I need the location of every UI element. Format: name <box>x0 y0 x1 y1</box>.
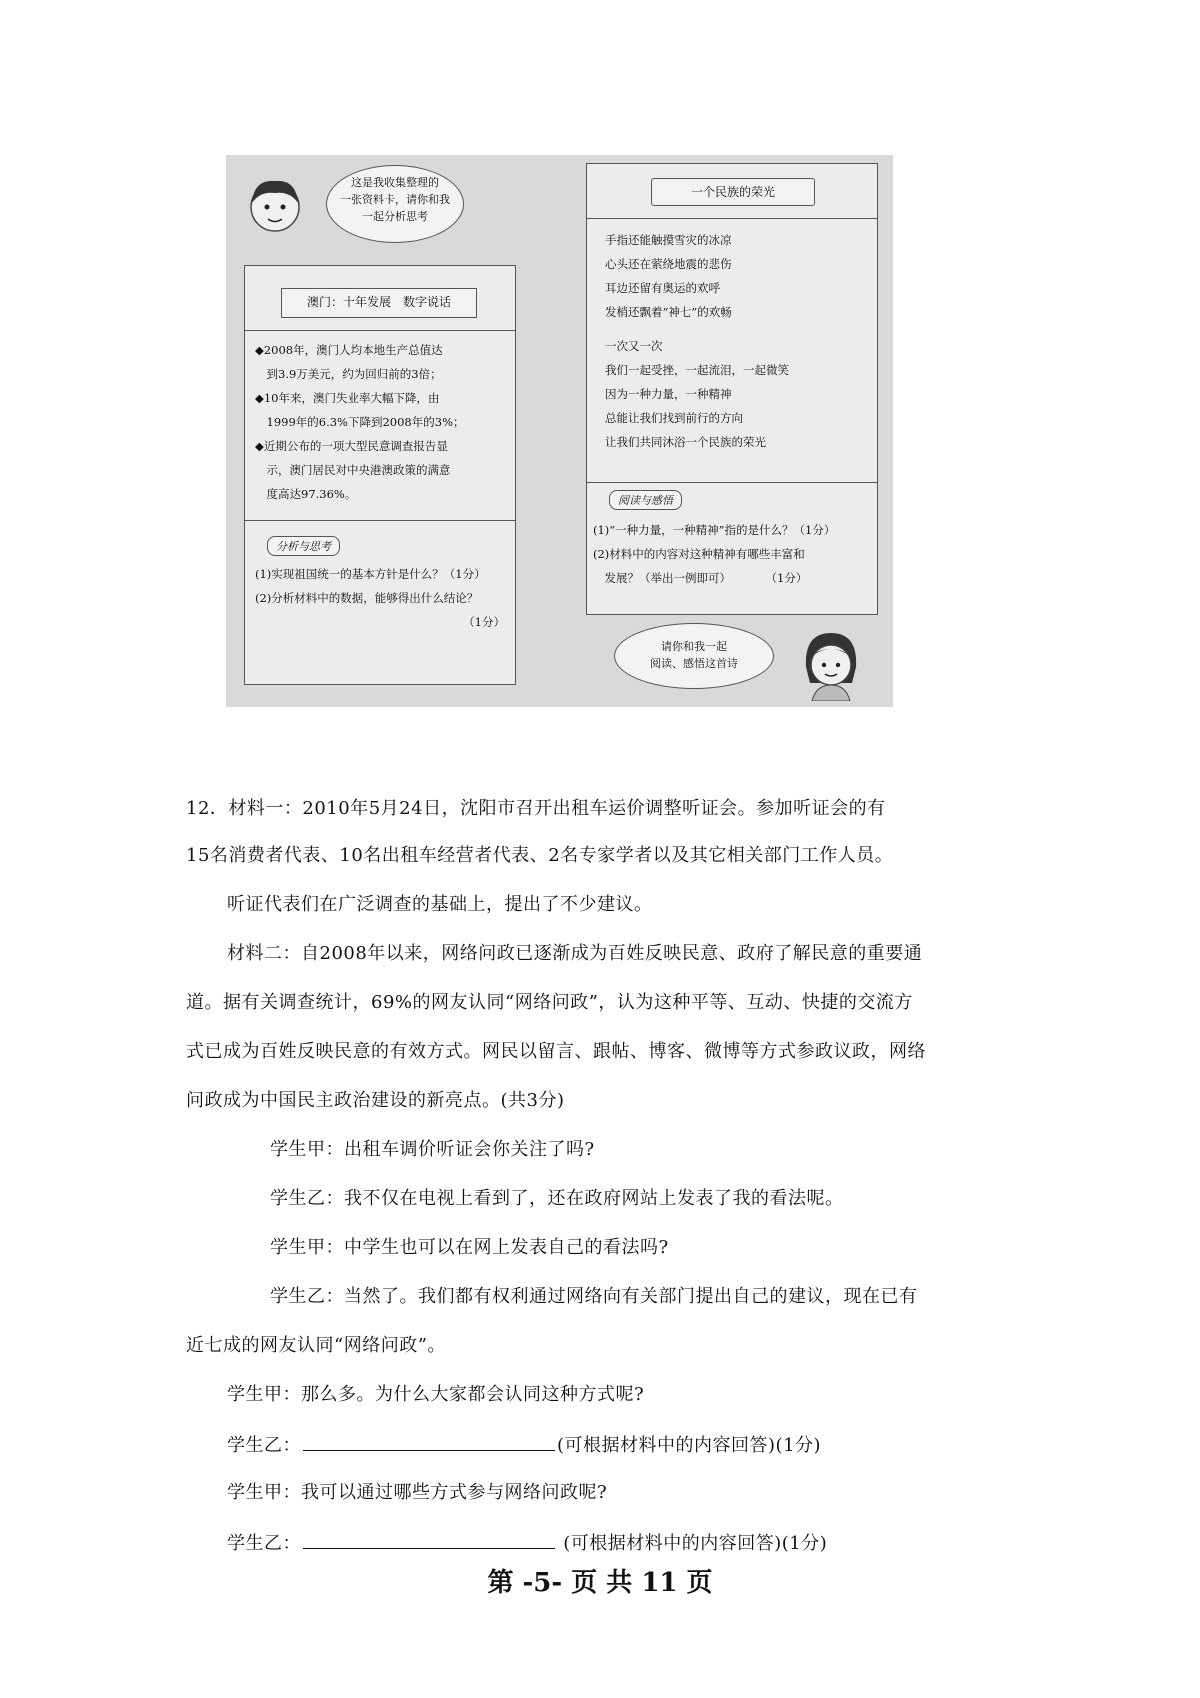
question-line: 发展？（举出一例即可） （1分） <box>593 571 808 585</box>
card-line: 1999年的6.3%下降到2008年的3%； <box>255 415 465 429</box>
poem-line: 耳边还留有奥运的欢呼 <box>605 281 720 295</box>
q12-line-1: 12．材料一：2010年5月24日，沈阳市召开出租车运价调整听证会。参加听证会的有 <box>186 798 886 819</box>
dialogue-line: 学生甲：中学生也可以在网上发表自己的看法吗? <box>270 1237 669 1258</box>
poem <box>605 228 789 454</box>
left-speech-bubble <box>326 165 464 243</box>
material-2-line-1: 材料二：自2008年以来，网络问政已逐渐成为百姓反映民意、政府了解民意的重要通 <box>227 943 923 964</box>
answer-hint: (可根据材料中的内容回答)(1分) <box>557 1533 828 1554</box>
answer-label: 学生乙： <box>227 1533 301 1554</box>
girl-avatar-icon <box>796 627 866 701</box>
divider <box>245 330 515 331</box>
card-line: ◆2008年，澳门人均本地生产总值达 <box>255 343 443 357</box>
answer-line-1 <box>227 1430 821 1460</box>
poem-line: 一次又一次 <box>605 339 663 353</box>
material-2-line-2: 道。据有关调查统计，69%的网友认同“网络问政”，认为这种平等、互动、快捷的交流方 <box>186 992 913 1013</box>
divider <box>587 482 877 483</box>
poem-line: 发梢还飘着“神七”的欢畅 <box>605 305 732 319</box>
bubble-line: 一起分析思考 <box>362 210 428 223</box>
poem-line: 心头还在萦绕地震的悲伤 <box>605 257 732 271</box>
bubble-line: 这是我收集整理的 <box>351 176 439 189</box>
answer-hint: (可根据材料中的内容回答)(1分) <box>557 1435 822 1456</box>
dialogue-line: 近七成的网友认同“网络问政”。 <box>186 1335 446 1356</box>
q12-line-2: 15名消费者代表、10名出租车经营者代表、2名专家学者以及其它相关部门工作人员。 <box>186 845 894 866</box>
divider <box>245 520 515 521</box>
dialogue-line: 学生乙：当然了。我们都有权利通过网络向有关部门提出自己的建议，现在已有 <box>270 1286 918 1307</box>
material-figure <box>226 155 893 707</box>
question-line: (2)材料中的内容对这种精神有哪些丰富和 <box>593 547 805 561</box>
card-line: ◆近期公布的一项大型民意调查报告显 <box>255 439 448 453</box>
divider <box>587 218 877 219</box>
right-speech-bubble <box>614 623 774 689</box>
dialogue-line: 学生乙：我不仅在电视上看到了，还在政府网站上发表了我的看法呢。 <box>270 1188 844 1209</box>
material-2-line-4: 问政成为中国民主政治建设的新亮点。(共3分) <box>186 1090 565 1111</box>
dialogue-line: 学生甲：那么多。为什么大家都会认同这种方式呢? <box>227 1384 645 1405</box>
page-footer: 第 -5- 页 共 11 页 <box>487 1568 713 1598</box>
question-line: (2)分析材料中的数据，能够得出什么结论？ <box>255 591 479 605</box>
answer-line-2 <box>227 1528 827 1558</box>
reading-stamp: 阅读与感悟 <box>609 490 682 510</box>
right-card <box>586 163 878 615</box>
poem-line: 总能让我们找到前行的方向 <box>605 411 743 425</box>
right-card-title: 一个民族的荣光 <box>651 178 815 206</box>
right-card-questions <box>593 518 835 590</box>
poem-line: 手指还能触摸雪灾的冰凉 <box>605 233 732 247</box>
answer-blank-1[interactable] <box>303 1430 555 1451</box>
bubble-line: 一张资料卡，请你和我 <box>340 193 450 206</box>
material-2-line-3: 式已成为百姓反映民意的有效方式。网民以留言、跟帖、博客、微博等方式参政议政，网络 <box>186 1041 926 1062</box>
answer-label: 学生乙： <box>227 1435 301 1456</box>
left-card-lines <box>255 338 465 506</box>
card-line: ◆10年来，澳门失业率大幅下降，由 <box>255 391 440 405</box>
boy-avatar-icon <box>244 173 306 239</box>
poem-line: 因为一种力量，一种精神 <box>605 387 732 401</box>
question-line: （1分） <box>463 615 505 629</box>
card-line: 到3.9万美元，约为回归前的3倍； <box>255 367 442 381</box>
card-line: 示，澳门居民对中央港澳政策的满意 <box>255 463 451 477</box>
question-line: (1)“一种力量，一种精神”指的是什么？（1分） <box>593 523 836 537</box>
answer-blank-2[interactable] <box>303 1528 555 1549</box>
question-line: (1)实现祖国统一的基本方针是什么？（1分） <box>255 567 486 581</box>
left-card-questions <box>255 562 505 634</box>
left-card-title: 澳门：十年发展 数字说话 <box>281 288 477 318</box>
card-line: 度高达97.36%。 <box>255 487 357 501</box>
dialogue-line: 学生甲：出租车调价听证会你关注了吗? <box>270 1139 595 1160</box>
dialogue-line: 学生甲：我可以通过哪些方式参与网络问政呢? <box>227 1482 608 1503</box>
poem-line: 让我们共同沐浴一个民族的荣光 <box>605 435 766 449</box>
bubble-line: 阅读、感悟这首诗 <box>650 657 738 670</box>
q12-line-3: 听证代表们在广泛调查的基础上，提出了不少建议。 <box>227 894 653 915</box>
poem-line: 我们一起受挫，一起流泪，一起微笑 <box>605 363 789 377</box>
analysis-stamp: 分析与思考 <box>267 536 340 556</box>
bubble-line: 请你和我一起 <box>661 640 727 653</box>
left-card <box>244 265 516 685</box>
